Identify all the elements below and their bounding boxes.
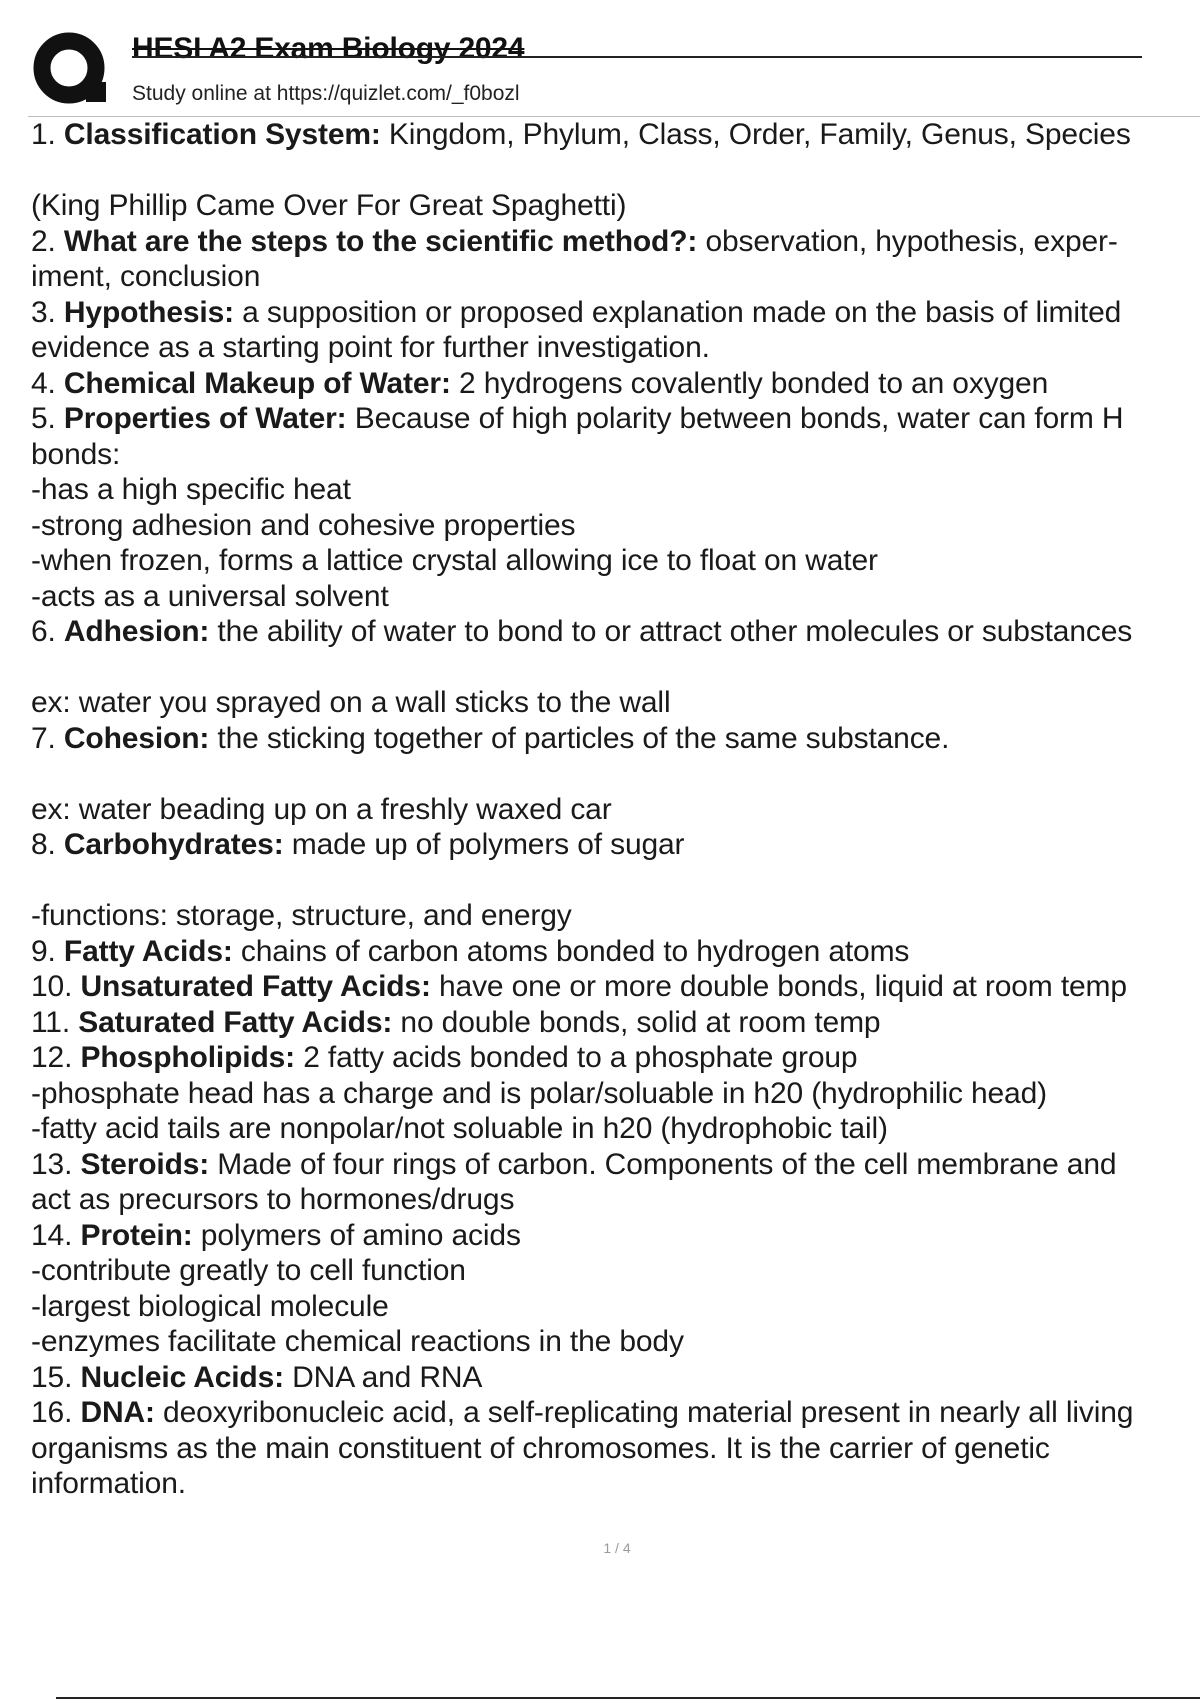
entry-continuation-line: (King Phillip Came Over For Great Spaghetti): [31, 189, 627, 222]
entry-number: 4.: [31, 366, 56, 400]
entry-definition: no double bonds, solid at room temp: [392, 1005, 881, 1039]
entry-number: 14.: [31, 1218, 73, 1252]
entry-continuation-line: -enzymes facilitate chemical reactions in the body: [31, 1325, 684, 1358]
entry-first-line: [31, 1360, 1200, 1396]
entry-continuation-line: -has a high specific heat: [31, 473, 351, 506]
flashcard-entry: [31, 827, 1200, 934]
entry-definition: Made of four rings of carbon. Components of the cell membrane and: [209, 1147, 1117, 1181]
entry-term: Hypothesis:: [63, 295, 234, 329]
entry-number: 5.: [31, 402, 56, 435]
entry-first-line: [31, 934, 1200, 970]
entry-term: Unsaturated Fatty Acids:: [80, 970, 431, 1003]
entry-continuation-line: -when frozen, forms a lattice crystal allowing ice to float on water: [31, 544, 878, 577]
entry-continuation-line: iment, conclusion: [31, 260, 261, 293]
entry-number: 13.: [31, 1147, 73, 1181]
quizlet-logo-icon: [32, 30, 112, 110]
flashcard-entry: [31, 1005, 1200, 1041]
footer-divider: [56, 1697, 1200, 1699]
document-title: HESI A2 Exam Biology 2024: [132, 32, 525, 65]
entry-continuation-line: -fatty acid tails are nonpolar/not soluable in h20 (hydrophobic tail): [31, 1112, 888, 1145]
entry-definition: Because of high polarity between bonds, water can form H: [346, 402, 1124, 435]
entry-continuation-line: -largest biological molecule: [31, 1289, 389, 1323]
entry-continuation-line: bonds:: [31, 437, 121, 471]
entry-continuation-line: evidence as a starting point for further investigation.: [31, 331, 710, 364]
entry-definition: 2 hydrogens covalently bonded to an oxygen: [450, 366, 1049, 400]
entry-continuation-line: -acts as a universal solvent: [31, 579, 389, 613]
entry-continuation-line: organisms as the main constituent of chromosomes. It is the carrier of genetic: [31, 1431, 1050, 1465]
entry-definition: chains of carbon atoms bonded to hydrogen atoms: [232, 934, 910, 968]
entry-definition: the ability of water to bond to or attract other molecules or substances: [209, 615, 1133, 648]
entry-continuation-line: act as precursors to hormones/drugs: [31, 1183, 515, 1216]
entry-term: Nucleic Acids:: [80, 1360, 284, 1394]
entry-first-line: [31, 401, 1200, 437]
entry-number: 7.: [31, 721, 56, 755]
entry-continuation-line: -functions: storage, structure, and energy: [31, 899, 572, 932]
entry-first-line: [31, 1040, 1200, 1076]
flashcard-entry: [31, 1147, 1200, 1218]
entry-term: Carbohydrates:: [63, 828, 284, 861]
entry-definition: the sticking together of particles of the same substance.: [209, 721, 950, 755]
flashcard-entry: [31, 614, 1200, 721]
entry-first-line: [31, 366, 1200, 402]
study-online-link-text: Study online at https://quizlet.com/_f0bozl: [132, 82, 520, 105]
entry-definition: observation, hypothesis, exper-: [697, 224, 1118, 258]
title-underline-divider: [132, 56, 1142, 58]
entry-first-line: [31, 1147, 1200, 1183]
entry-definition: deoxyribonucleic acid, a self-replicating material present in nearly all living: [154, 1396, 1134, 1429]
flashcard-entry: [31, 969, 1200, 1005]
entry-definition: polymers of amino acids: [192, 1218, 521, 1252]
flashcard-entry: [31, 934, 1200, 970]
entry-first-line: [31, 1218, 1200, 1254]
entry-number: 2.: [31, 224, 56, 258]
entry-term: Protein:: [80, 1218, 193, 1252]
entry-first-line: [31, 224, 1200, 260]
entry-term: Steroids:: [80, 1147, 210, 1181]
entry-definition: DNA and RNA: [283, 1360, 483, 1394]
entry-term: Properties of Water:: [63, 402, 347, 435]
entry-first-line: [31, 614, 1200, 650]
entry-number: 16.: [31, 1396, 73, 1429]
flashcard-entry: [31, 366, 1200, 402]
entry-term: DNA:: [80, 1396, 155, 1429]
blank-line: [31, 756, 1200, 792]
entry-term: Cohesion:: [63, 721, 210, 755]
entry-continuation-line: -contribute greatly to cell function: [31, 1254, 466, 1287]
entry-term: Phospholipids:: [80, 1041, 296, 1074]
flashcard-entry: [31, 117, 1200, 224]
entry-definition: a supposition or proposed explanation made on the basis of limited: [233, 295, 1122, 329]
entry-number: 3.: [31, 295, 56, 329]
entry-definition: made up of polymers of sugar: [283, 828, 685, 861]
entry-definition: 2 fatty acids bonded to a phosphate group: [295, 1041, 858, 1074]
entry-number: 9.: [31, 934, 56, 968]
entry-number: 11.: [31, 1005, 71, 1039]
flashcard-list: [31, 117, 1200, 1502]
entry-term: Chemical Makeup of Water:: [63, 366, 451, 400]
blank-line: [31, 863, 1200, 899]
entry-first-line: [31, 827, 1200, 863]
entry-number: 8.: [31, 828, 56, 861]
entry-continuation-line: information.: [31, 1467, 186, 1500]
entry-term: What are the steps to the scientific method?:: [63, 224, 698, 258]
entry-term: Adhesion:: [63, 615, 210, 648]
entry-term: Saturated Fatty Acids:: [78, 1005, 393, 1039]
entry-first-line: [31, 1005, 1200, 1041]
flashcard-entry: [31, 401, 1200, 614]
entry-term: Fatty Acids:: [63, 934, 233, 968]
entry-definition: Kingdom, Phylum, Class, Order, Family, Genus, Species: [380, 118, 1131, 151]
entry-definition: have one or more double bonds, liquid at room temp: [430, 970, 1127, 1003]
entry-first-line: [31, 295, 1200, 331]
entry-number: 1.: [31, 118, 56, 151]
entry-number: 15.: [31, 1360, 73, 1394]
entry-first-line: [31, 1395, 1200, 1431]
entry-first-line: [31, 969, 1200, 1005]
entry-continuation-line: -phosphate head has a charge and is polar/soluable in h20 (hydrophilic head): [31, 1076, 1047, 1110]
entry-number: 10.: [31, 970, 73, 1003]
entry-first-line: [31, 721, 1200, 757]
entry-number: 12.: [31, 1041, 73, 1074]
page-number: 1 / 4: [603, 1540, 631, 1556]
entry-continuation-line: -strong adhesion and cohesive properties: [31, 508, 576, 542]
entry-term: Classification System:: [63, 118, 381, 151]
blank-line: [31, 153, 1200, 189]
entry-first-line: [31, 117, 1200, 153]
flashcard-entry: [31, 721, 1200, 828]
blank-line: [31, 650, 1200, 686]
flashcard-entry: [31, 1360, 1200, 1396]
entry-continuation-line: ex: water beading up on a freshly waxed car: [31, 792, 612, 826]
flashcard-entry: [31, 1395, 1200, 1502]
flashcard-entry: [31, 295, 1200, 366]
entry-number: 6.: [31, 615, 56, 648]
flashcard-entry: [31, 1040, 1200, 1147]
entry-continuation-line: ex: water you sprayed on a wall sticks to the wall: [31, 686, 671, 719]
flashcard-entry: [31, 224, 1200, 295]
flashcard-entry: [31, 1218, 1200, 1360]
